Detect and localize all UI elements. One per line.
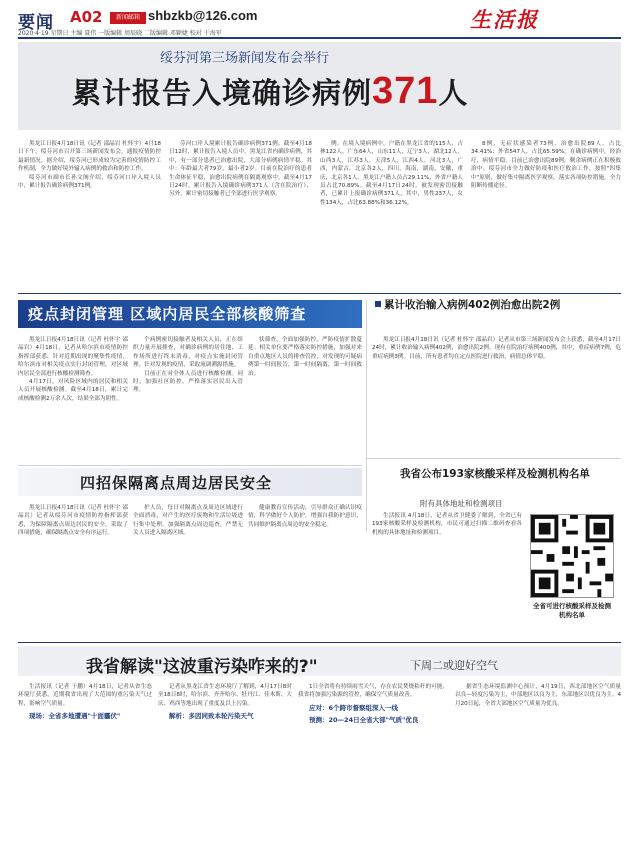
story4-col2-para: 记者从黑龙江省生态环境厅了解到，4月17日8时至18日8时，哈尔滨、齐齐哈尔、牡丹江、佳木斯、大庆、鸡西等地出现了重度及以上污染。 <box>158 684 292 707</box>
story1-headline-text: 累计报告入境确诊病例 <box>72 76 373 110</box>
story2-column-3: 状筛查，全面加强防控，严防疫情扩散蔓延。相关单位要严格落实防控措施，加强对来自重点地区人员的排查管控，对发现的可疑病例第一时间报告，第一时间隔离，第一时间救治。 <box>248 337 362 377</box>
story3-column-3: 健康教育宣传活动，引导群众正确认识疫情，科学做好个人防护，增强自我防护意识，共同维护隔离点周边的安全稳定。 <box>248 505 362 528</box>
story4-subsection-4: 预测：20—24日全省大部"气质"优良 <box>309 716 419 725</box>
story1-col1-para-2: 绥芬河市副市长孙文阁介绍，绥芬河口岸入境人员中，累计报告确诊病例371例。 <box>18 174 161 190</box>
story4-column-2 <box>158 683 292 843</box>
story-divider <box>18 465 362 466</box>
newspaper-logo: 生活报 <box>470 7 539 32</box>
story2-col2-para: 个病例密切接触者及相关人员，正在组织力量开展排查，对确诊病例的居住地、工作场所进行终末消毒，对疫点实施封闭管理。针对发现的疫情，采取流调溯源措施。 <box>133 337 243 369</box>
page-number: A02 <box>70 8 103 26</box>
section-divider <box>18 293 621 294</box>
issue-meta: 2020·4·19 星期日 主编 聂伟 一版编辑 周辰晓 二版编辑 邓颖婕 校对 于海军 <box>18 30 222 37</box>
story2-column-2 <box>133 336 243 456</box>
story1-column-3: 例。在境入境病例中，户籍在黑龙江省的115人，吉林122人，广东64人，山东11人，辽宁3人，湖北12人，山西3人，江苏3人，天津5人，江西4人，河北3人，广西，内蒙古，北京各2人，四川，海南，湖南，安徽，重庆，北京各1人。黑龙江户籍人员占29.11%，外省户籍人员占比70.89%。截至4月17日24时，被发现密切接触者，已累计上报确诊病例371人，其中，男性237人，女性134人，占比63.88%和36.12%。 <box>320 141 463 206</box>
story1-column-2: 芬河口岸入境累计报告确诊病例371例。截至4月18日12时，累计报告入境人员中，黑龙江省内确诊病例，其中，有一部分患者已治愈出院，大部分病例病情平稳。其中：年龄最大者79岁，最小者2岁。目前在院治疗的患者生命体征平稳，治愈出院病例在隔离观察中。截至4月17日24时，累计报告入境确诊病例371人（含在院治疗），另外，累计密切接触者已全部进行医学观察。 <box>169 141 312 198</box>
story4-col3-para: 1日全省将有持续雨雪天气，存在农民焚烧秸秆的可能，我省将加强污染源的管控，确保空气质量改善。 <box>298 684 448 699</box>
story3-column-1: 黑龙江日报4月18日讯（记者 杜怀宇 邵晶岩）记者从绥芬河市疫情防控指挥部获悉，为保障隔离点周边居民的安全，采取了四项措施，确保隔离点安全有序运行。 <box>18 505 128 537</box>
story2-headline: 疫点封闭管理 区域内居民全部核酸筛查 <box>18 300 362 328</box>
qr-caption: 全省可进行核酸采样及检测机构名单 <box>533 602 611 619</box>
email-tag: 新闻邮箱 <box>110 12 146 24</box>
story4-col1-para: 生活报讯（记者 于鹏）4月18日，记者从省生态环境厅获悉，近期我省出现了大范围的重污染天气过程，影响空气质量。 <box>18 684 152 707</box>
story3-headline: 四招保隔离点周边居民安全 <box>80 474 273 492</box>
sidebar1-body: 黑龙江日报4月18日讯（记者 杜怀宇 邵晶岩）记者从市第三场新闻发布会上获悉，截至4月17日24时，累计收治输入病例402例，治愈出院2例。现有在院治疗病例400例，其中，重症病例7例，危重症病例3例。目前，所有患者均在定点医院进行救治，病情总体平稳。 <box>372 337 621 360</box>
section-title: 要闻 <box>18 13 54 33</box>
story2-col1-para-2: 4月17日，对风险区域内的居民和相关人员开展核酸检测。截至4月18日，累计完成核酸检测2万余人次，结果全部为阴性。 <box>18 379 128 402</box>
sidebar-divider <box>366 458 621 459</box>
sidebar2-subtitle: 附有具体地址和检测项目 <box>420 499 503 508</box>
sidebar2-body: 生活报讯 4月18日，记者从省卫健委了解到，全省已有193家核酸采样及检测机构，市民可通过扫描二维码查看各机构的具体地址和检测项目。 <box>372 513 522 536</box>
story4-subhead: 下周二或迎好空气 <box>410 659 498 672</box>
story4-subsection-3: 应对：6个跨市督察组深入一线 <box>309 703 399 712</box>
story4-column-4: 据省生态环境监测中心预计，4月19日，西北部地区空气质量以良—轻度污染为主，中部地区以良为主，东部地区以优良为主。4月20日起，全省大部地区空气质量为优良。 <box>455 684 621 707</box>
qr-code-icon[interactable] <box>530 514 614 598</box>
story4-subsection-1: 现场：全省多地遭遇"十面霾伏" <box>29 712 121 721</box>
story1-column-1 <box>18 140 161 290</box>
story4-column-1 <box>18 683 152 843</box>
column-rule <box>366 300 367 532</box>
sidebar1-bullet <box>375 301 381 307</box>
header-divider <box>18 37 621 39</box>
story2-col1-para: 黑龙江日报4月18日讯（记者 杜怀宇 邵晶岩）4月18日，记者从哈尔滨市疫情防控指挥部获悉，针对近期出现的聚集性疫情，哈尔滨市对相关疫点实行封闭管理，对区域内居民全部进行核酸检测筛查。 <box>18 337 128 377</box>
story2-col2-para-2: 目前正在对全体人员进行核酸检测。同时，加强社区防控，严格落实居民出入管理。 <box>133 370 243 394</box>
story1-column-4: 8例，无症状感染者73例，治愈出院89人。占比34.41%；外省547人，占比65.59%。在确诊病例中，经治疗，病情平稳，目前已治愈出院89例，剩余病例正在积极救治中。绥芬河市全力做好防疫和医疗救治工作，按照"四集中"原则，做好集中隔离医学观察，落实各项防控措施，全力阻断传播途径。 <box>471 141 621 190</box>
story4-headline: 我省解读"这波重污染咋来的?" <box>86 657 318 677</box>
story3-column-2: 护人员，每日对隔离点及周边区域进行全面消毒，对产生的医疗废物和生活垃圾进行集中处理。加强隔离点周边巡查，严禁无关人员进入隔离区域。 <box>133 505 243 537</box>
story4-column-3 <box>298 683 448 843</box>
story1-headline-number: 371 <box>372 70 439 112</box>
sidebar1-title: 累计收治输入病例402例治愈出院2例 <box>384 299 561 311</box>
story1-headline-unit: 人 <box>438 76 469 110</box>
story4-top-rule <box>18 642 621 643</box>
story1-col1-para: 黑龙江日报4月18日讯（记者 邵晶岩 杜怀宇）4月18日下午，绥芬河市召开第三场新闻发布会，通报疫情防控最新情况。据介绍，绥芬河已形成较为完善的疫情防控工作机制，全力做好境外输入病例的救治和防控工作。 <box>18 141 161 173</box>
story1-kicker: 绥芬河第三场新闻发布会举行 <box>160 51 330 66</box>
story2-column-1 <box>18 336 128 456</box>
news-email[interactable]: shbzkb@126.com <box>148 8 258 23</box>
story1-headline <box>72 70 468 113</box>
story4-subsection-2: 解析：多因同致本轮污染天气 <box>169 712 254 721</box>
sidebar2-title: 我省公布193家核酸采样及检测机构名单 <box>400 468 590 480</box>
